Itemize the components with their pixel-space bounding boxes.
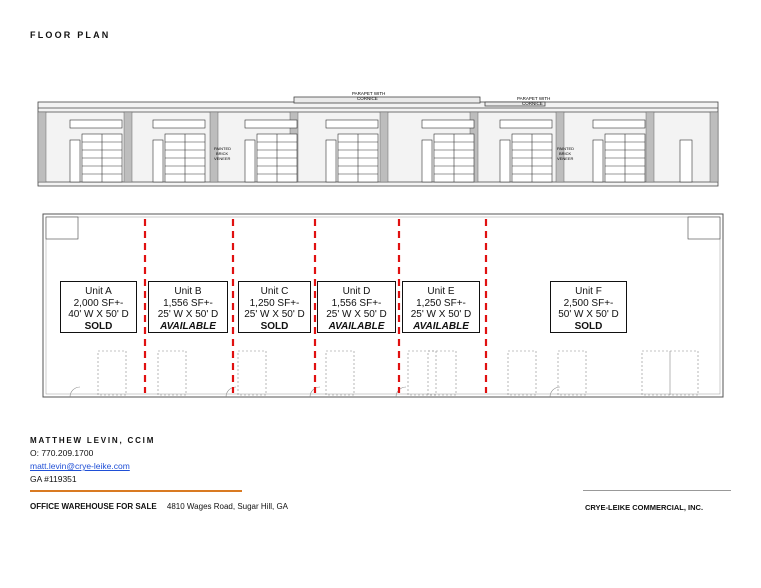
- parapet-label-2b: CORNICE: [522, 101, 543, 106]
- entry-door: [680, 140, 692, 182]
- footer-divider: [583, 490, 731, 491]
- veneer-label-1b: BRICK: [216, 151, 229, 156]
- brokerage-name: CRYE-LEIKE COMMERCIAL, INC.: [585, 503, 704, 512]
- transom-window: [245, 120, 297, 128]
- transom-window: [422, 120, 474, 128]
- pilaster: [380, 112, 388, 182]
- agent-phone: O: 770.209.1700: [30, 448, 94, 458]
- unit-label-b: Unit B 1,556 SF+- 25' W X 50' D AVAILABLE: [148, 281, 228, 333]
- unit-label-e: Unit E 1,250 SF+- 25' W X 50' D AVAILABLE: [402, 281, 480, 333]
- agent-email-link[interactable]: matt.levin@crye-leike.com: [30, 461, 130, 471]
- unit-label-f: Unit F 2,500 SF+- 50' W X 50' D SOLD: [550, 281, 627, 333]
- accent-divider: [30, 490, 242, 492]
- entry-door: [593, 140, 603, 182]
- transom-window: [70, 120, 122, 128]
- parapet-label-1b: CORNICE: [357, 96, 378, 101]
- entry-door: [70, 140, 80, 182]
- listing-address: 4810 Wages Road, Sugar Hill, GA: [166, 502, 289, 511]
- veneer-label-2: PAINTED: [557, 146, 575, 151]
- veneer-label-1c: VENEER: [214, 156, 231, 161]
- agent-license: GA #119351: [30, 474, 77, 484]
- transom-window: [153, 120, 205, 128]
- pilaster: [710, 112, 718, 182]
- transom-window: [500, 120, 552, 128]
- entry-door: [500, 140, 510, 182]
- veneer-label-1: PAINTED: [214, 146, 232, 151]
- parapet-label-2: PARAPET WITH: [517, 96, 551, 101]
- parapet-label-1: PARAPET WITH: [352, 91, 386, 96]
- restroom-left: [46, 217, 78, 239]
- unit-label-c: Unit C 1,250 SF+- 25' W X 50' D SOLD: [238, 281, 311, 333]
- veneer-label-2c: VENEER: [557, 156, 574, 161]
- agent-name: MATTHEW LEVIN, CCIM: [30, 436, 156, 445]
- transom-window: [326, 120, 378, 128]
- pilaster: [646, 112, 654, 182]
- restroom-right: [688, 217, 720, 239]
- entry-door: [422, 140, 432, 182]
- entry-door: [153, 140, 163, 182]
- veneer-label-2b: BRICK: [559, 151, 572, 156]
- contact-block: [30, 434, 155, 486]
- pilaster: [124, 112, 132, 182]
- building-elevation: [30, 90, 730, 190]
- entry-door: [326, 140, 336, 182]
- listing-type: OFFICE WAREHOUSE FOR SALE: [30, 502, 157, 511]
- listing-footer: [30, 502, 288, 511]
- transom-window: [593, 120, 645, 128]
- pilaster: [38, 112, 46, 182]
- unit-label-d: Unit D 1,556 SF+- 25' W X 50' D AVAILABLE: [317, 281, 396, 333]
- unit-label-a: Unit A 2,000 SF+- 40' W X 50' D SOLD: [60, 281, 137, 333]
- entry-door: [245, 140, 255, 182]
- page-title: FLOOR PLAN: [30, 30, 111, 40]
